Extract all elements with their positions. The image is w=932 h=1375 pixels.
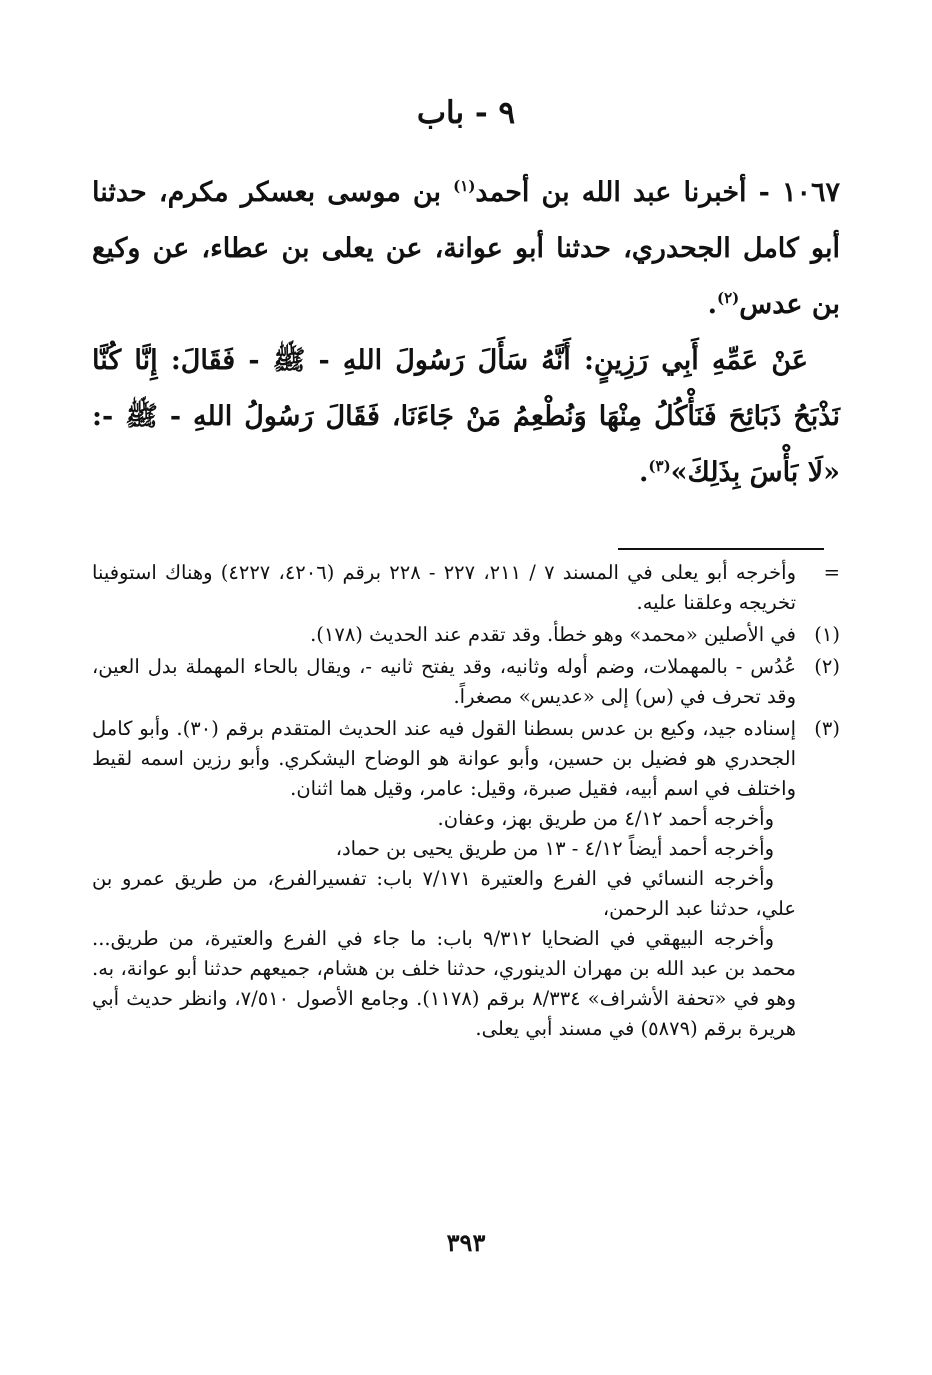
isnad-end: . bbox=[707, 289, 717, 320]
hadith-isnad bbox=[92, 165, 840, 333]
footnote-line: وأخرجه أحمد ٤/١٢ من طريق بهز، وعفان. bbox=[437, 807, 774, 830]
footnote-continued bbox=[92, 558, 840, 618]
footnote-line: وأخرجه البيهقي في الضحايا ٩/٣١٢ باب: ما جاء في الفرع والعتيرة، من طريق... محمد بن عبد الله بن مهران الدينوري، حدثنا خلف بن هشام، جميعهم حدثنا أبو عوانة، به. وهو في «تحفة الأشراف» ٨/٣٣٤ برقم (١١٧٨). وجامع الأصول ٧/٥١٠، وانظر حديث أبي هريرة برقم (٥٨٧٩) في مسند أبي يعلى. bbox=[92, 927, 796, 1040]
footnote-line: وأخرجه أبو يعلى في المسند ٧ / ٢١١، ٢٢٧ - ٢٢٨ برقم (٤٢٠٦، ٤٢٢٧) وهناك استوفينا تخريجه وعلقنا عليه. bbox=[92, 561, 796, 614]
matn-end: . bbox=[638, 457, 649, 488]
footnote-ref-3: (٣) bbox=[648, 457, 671, 475]
footnote-line: إسناده جيد، وكيع بن عدس بسطنا القول فيه عند الحديث المتقدم برقم (٣٠). وأبو كامل الجحدري هو فضيل بن حسين، وأبو عوانة هو الوضاح اليشكري. وأبو رزين اسمه لقيط واختلف في اسم أبيه، فقيل صبرة، وقيل: عامر، وقيل هما اثنان. bbox=[92, 717, 796, 800]
footnote-marker: (٢) bbox=[814, 655, 840, 678]
footnote-line: عُدُس - بالمهملات، وضم أوله وثانيه، وقد يفتح ثانيه -، ويقال بالحاء المهملة بدل العين، وقد تحرف في (س) إلى «عديس» مصغراً. bbox=[92, 655, 796, 708]
isnad-text-2: بن موسى بعسكر مكرم، حدثنا أبو كامل الجحدري، حدثنا أبو عوانة، عن يعلى بن عطاء، عن وكيع بن عدس bbox=[92, 177, 840, 320]
footnote-marker: (١) bbox=[814, 623, 840, 646]
footnote-line: في الأصلين «محمد» وهو خطأ. وقد تقدم عند الحديث (١٧٨). bbox=[310, 623, 796, 646]
footnotes bbox=[92, 558, 840, 1046]
footnote-ref-1: (١) bbox=[453, 177, 476, 195]
chapter-title: ٩ - باب bbox=[416, 95, 516, 131]
footnote-marker: (٣) bbox=[814, 717, 840, 740]
page-number: ٣٩٣ bbox=[446, 1228, 486, 1257]
footnote-line: وأخرجه أحمد أيضاً ٤/١٢ - ١٣ من طريق يحيى بن حماد، bbox=[335, 837, 774, 860]
footnote-separator bbox=[618, 548, 824, 550]
hadith-matn bbox=[92, 333, 840, 501]
matn-text: عَنْ عَمِّهِ أَبِي رَزِينٍ: أَنَّهُ سَأَلَ رَسُولَ اللهِ - ﷺ - فَقَالَ: إِنَّا كُنَّا نَذْبَحُ ذَبَائِحَ فَنَأْكُلُ مِنْهَا وَنُطْعِمُ مَنْ جَاءَنَا، فَقَالَ رَسُولُ اللهِ - ﷺ -: «لَا بَأْسَ بِذَلِكَ» bbox=[92, 345, 840, 488]
footnote-ref-2: (٢) bbox=[717, 289, 740, 307]
footnote-3 bbox=[92, 714, 840, 1044]
isnad-text-1: ١٠٦٧ - أخبرنا عبد الله بن أحمد bbox=[475, 177, 840, 208]
footnote-marker: = bbox=[823, 561, 840, 584]
footnote-1 bbox=[92, 620, 840, 650]
hadith-body bbox=[92, 165, 840, 501]
footnote-line: وأخرجه النسائي في الفرع والعتيرة ٧/١٧١ باب: تفسيرالفرع، من طريق عمرو بن علي، حدثنا عبد الرحمن، bbox=[92, 867, 796, 920]
footnote-2 bbox=[92, 652, 840, 712]
